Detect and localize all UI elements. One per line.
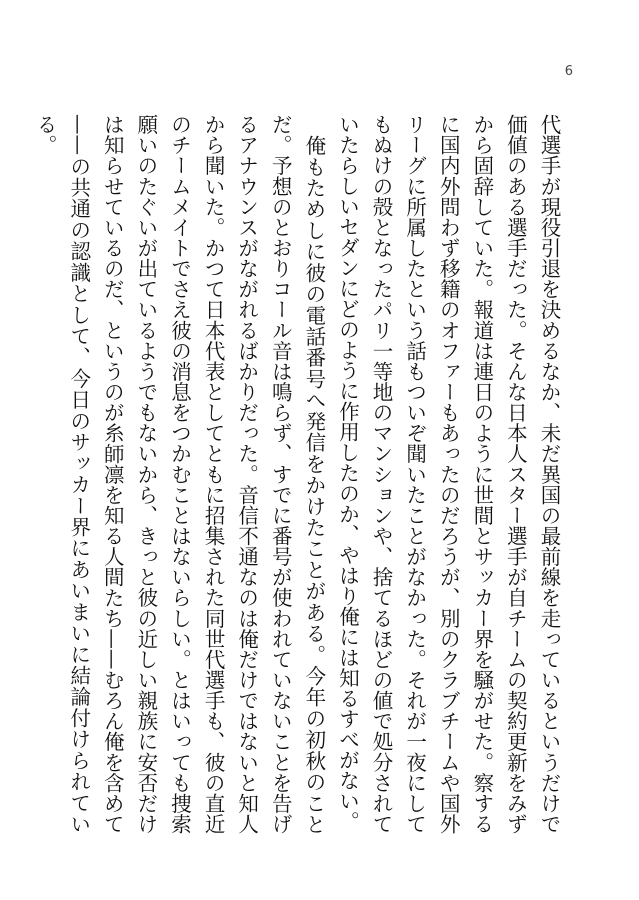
paragraph: 俺もためしに彼の電話番号へ発信をかけたことがある。今年の初秋のことだ。予想のとおりコール音は鳴らず、すでに番号が使われていないことを告げるアナウンスがながれるばかりだった。音信不通なのは俺だけではないと知人から聞いた。かつて日本代表としてともに招集された同世代選手も、彼の直近のチームメイトでさえ彼の消息をつかむことはないらしい。とはいっても捜索願いのたぐいが出ているようでもないから、きっと彼の近しい親族に安否だけは知らせているのだ、というのが糸師凛を知る人間たち——むろん俺を含めて——の共通の認識として、今日のサッカー界にあいまいに結論付けられている。 <box>33 114 326 834</box>
vertical-text-body <box>33 114 565 834</box>
paragraph-continued: 代選手が現役引退を決めるなか、未だ異国の最前線を走っているというだけで価値のある選手だった。そんな日本人スター選手が自チームの契約更新をみずから固辞していた。報道は連日のように世間とサッカー界を騒がせた。察するに国内外問わず移籍のオファーもあったのだろうが、別のクラブチームや国外リーグに所属したという話もついぞ聞いたことがなかった。それが一夜にしてもぬけの殻となったパリ一等地のマンションや、捨てるほどの値で処分されていたらしいセダンにどのように作用したのか、やはり俺には知るすべがない。 <box>335 114 561 834</box>
page-number: 6 <box>564 64 573 79</box>
